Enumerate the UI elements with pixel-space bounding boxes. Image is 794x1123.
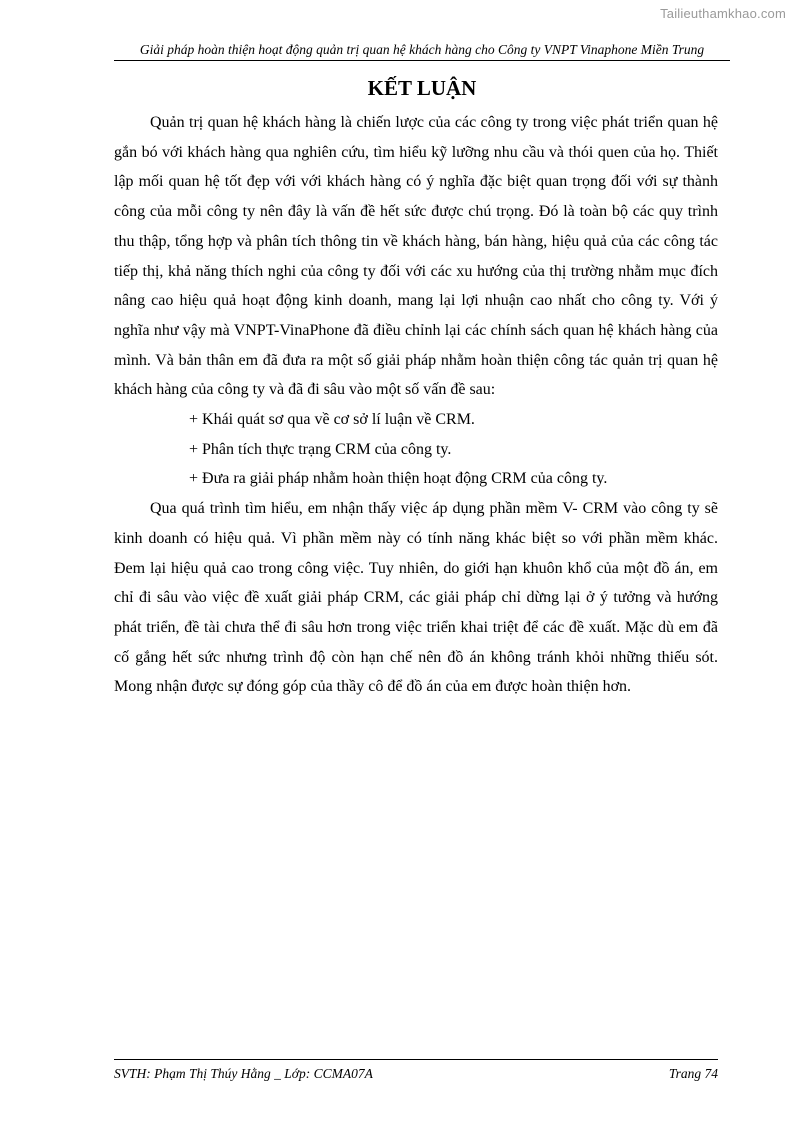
document-body [114, 108, 718, 702]
page-number: Trang 74 [668, 1066, 718, 1081]
running-header: Giải pháp hoàn thiện hoạt động quản trị quan hệ khách hàng cho Công ty VNPT Vinaphone Miền Trung [114, 42, 730, 61]
paragraph-intro: Quản trị quan hệ khách hàng là chiến lược của các công ty trong việc phát triển quan hệ gắn bó với khách hàng qua nghiên cứu, tìm hiểu kỹ lưỡng nhu cầu và thói quen của họ. Thiết lập mối quan hệ tốt đẹp với với khách hàng có ý nghĩa đặc biệt quan trọng đối với sự thành công của mỗi công ty nên đây là vấn đề hết sức được chú trọng. Đó là toàn bộ các quy trình thu thập, tổng hợp và phân tích thông tin về khách hàng, bán hàng, hiệu quả của các công tác tiếp thị, khả năng thích nghi của công ty đối với các xu hướng của thị trường nhằm mục đích nâng cao hiệu quả hoạt động kinh doanh, mang lại lợi nhuận cao nhất cho công ty. Với ý nghĩa như vậy mà VNPT-VinaPhone đã điều chỉnh lại các chính sách quan hệ khách hàng của mình. Và bản thân em đã đưa ra một số giải pháp nhằm hoàn thiện công tác quản trị quan hệ khách hàng của công ty và đã đi sâu vào một số vấn đề sau: [114, 114, 718, 399]
watermark: Tailieuthamkhao.com [660, 6, 786, 21]
bullet-item: + Khái quát sơ qua về cơ sở lí luận về CRM. [189, 411, 475, 429]
bullet-item: + Phân tích thực trạng CRM của công ty. [189, 440, 452, 458]
footer-author: SVTH: Phạm Thị Thúy Hằng _ Lớp: CCMA07A [114, 1066, 373, 1081]
paragraph-conclusion: Qua quá trình tìm hiểu, em nhận thấy việc áp dụng phần mềm V- CRM vào công ty sẽ kinh doanh có hiệu quả. Vì phần mềm này có tính năng khác biệt so với phần mềm khác. Đem lại hiệu quả cao trong công việc. Tuy nhiên, do giới hạn khuôn khổ của một đồ án, em chỉ đi sâu vào việc đề xuất giải pháp CRM, các giải pháp chỉ dừng lại ở ý tưởng và hướng phát triển, đề tài chưa thể đi sâu hơn trong việc triển khai triệt để các đề xuất. Mặc dù em đã cố gắng hết sức nhưng trình độ còn hạn chế nên đồ án không tránh khỏi những thiếu sót. Mong nhận được sự đóng góp của thầy cô để đồ án của em được hoàn thiện hơn. [114, 500, 718, 696]
bullet-item: + Đưa ra giải pháp nhằm hoàn thiện hoạt động CRM của công ty. [189, 470, 608, 488]
page-title: KẾT LUẬN [367, 76, 477, 100]
page-footer [114, 1059, 718, 1082]
